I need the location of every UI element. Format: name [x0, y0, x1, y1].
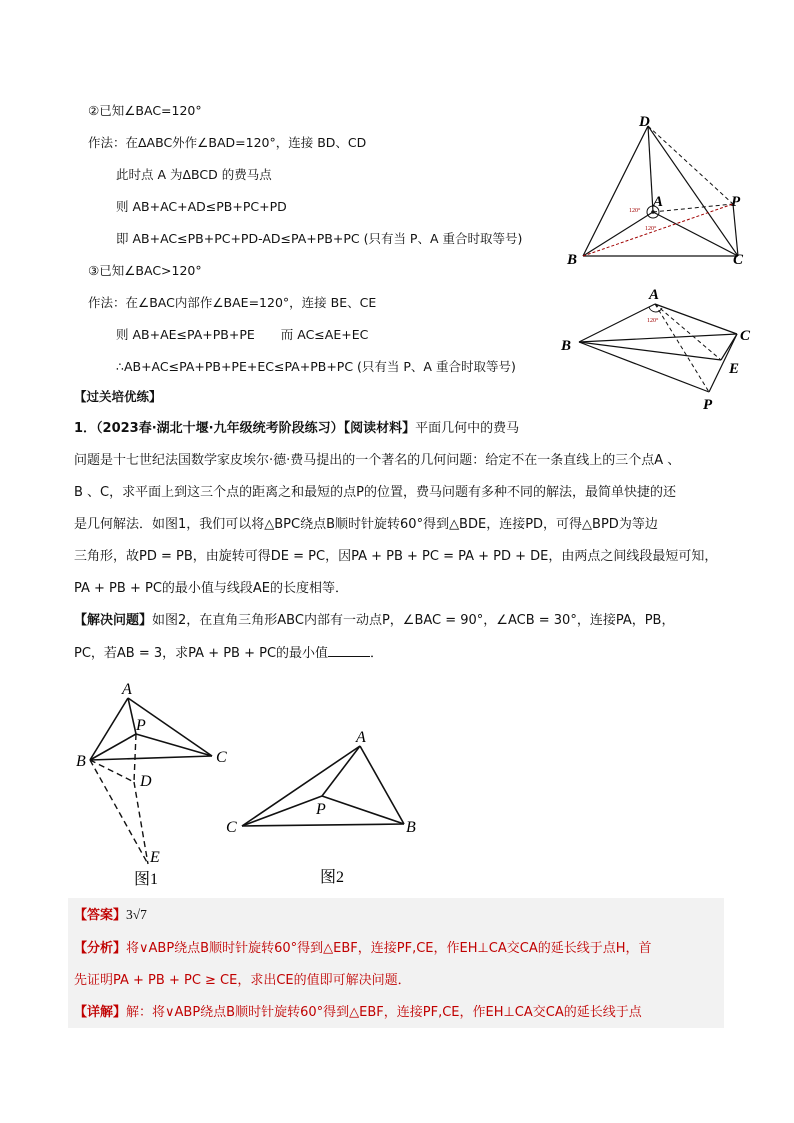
solve-tag: 【解决问题】	[74, 613, 153, 628]
figure-obtuse-case	[555, 282, 755, 412]
problem-line7-text: 如图2，在直角三角形ABC内部有一动点P，∠BAC = 90°，∠ACB = 30°，连接PA，PB，	[152, 613, 675, 628]
edge-PC	[242, 796, 322, 826]
answer-line	[74, 906, 147, 925]
edge-PC	[733, 204, 738, 256]
label-E: E	[150, 849, 160, 866]
case2-step2: 此时点 A 为ΔBCD 的费马点	[116, 167, 272, 182]
point-A	[651, 210, 655, 214]
problem-line-7	[74, 612, 674, 630]
case3-title: ③已知∠BAC>120°	[88, 263, 202, 278]
label-B: B	[76, 753, 86, 770]
case3-step3: ∴AB+AC≤PA+PB+PE+EC≤PA+PB+PC (只有当 P、A 重合时取等号)	[116, 359, 516, 374]
edge-BP	[90, 734, 136, 760]
edge-DC	[648, 126, 738, 256]
problem-line8-end: ．	[370, 646, 384, 661]
edge-PB	[322, 796, 404, 824]
problem-line-3: B 、C，求平面上到这三个点的距离之和最短的点P的位置，费马问题有多种不同的解法，最简单快捷的还	[74, 485, 676, 500]
angle-label: 120°	[647, 318, 659, 324]
case3-step1: 作法：在∠BAC内部作∠BAE=120°，连接 BE、CE	[88, 295, 377, 310]
label-B: B	[406, 819, 416, 836]
detail-text-1: 解：将∨ABP绕点B顺时针旋转60°得到△EBF，连接PF,CE，作EH⊥CA交CA的延长线于点	[126, 1005, 642, 1020]
problem-line1-end: 平面几何中的费马	[415, 421, 520, 436]
label-P: P	[703, 397, 713, 412]
label-A: A	[653, 194, 664, 210]
angle-label-2: 120°	[645, 226, 657, 232]
case2-step3: 则 AB+AC+AD≤PB+PC+PD	[116, 199, 287, 214]
problem-line-8	[74, 644, 383, 663]
label-A: A	[356, 730, 366, 746]
problem-line-2: 问题是十七世纪法国数学家皮埃尔·德·费马提出的一个著名的几何问题：给定不在一条直线上的三个点A 、	[74, 453, 681, 468]
edge-AC	[242, 746, 360, 826]
problem-line8-text: PC，若AB = 3，求PA + PB + PC的最小值	[74, 646, 329, 661]
problem-line-4: 是几何解法．如图1，我们可以将△BPC绕点B顺时针旋转60°得到△BDE，连接PD，可得△BPD为等边	[74, 517, 658, 532]
edge-AC	[655, 304, 737, 334]
analysis-line-1	[74, 940, 652, 958]
edge-DB	[583, 126, 648, 256]
label-A: A	[122, 681, 132, 698]
case2-step4: 即 AB+AC≤PB+PC+PD-AD≤PA+PB+PC (只有当 P、A 重合时取等号)	[116, 231, 523, 246]
case3-step2b: 而 AC≤AE+EC	[280, 327, 369, 342]
edge-BC	[90, 756, 212, 760]
label-B: B	[567, 252, 578, 268]
problem-number: 1．	[74, 421, 97, 436]
problem-line-1	[74, 420, 519, 438]
answer-value: 3√7	[126, 907, 147, 922]
analysis-line-2: 先证明PA + PB + PC ≥ CE，求出CE的值即可解决问题．	[74, 973, 411, 988]
edge-DP	[648, 126, 733, 204]
label-P: P	[136, 717, 146, 734]
edge-AE	[655, 304, 721, 360]
detail-tag: 【详解】	[74, 1005, 127, 1020]
label-P: P	[316, 801, 326, 818]
edge-PD	[134, 734, 136, 782]
answer-tag: 【答案】	[74, 908, 127, 923]
angle-arc	[649, 307, 662, 312]
angle-label-1: 120°	[629, 208, 641, 214]
case3-step2a: 则 AB+AE≤PA+PB+PE	[116, 327, 255, 342]
problem-line-5: 三角形，故PD = PB，由旋转可得DE = PC，因PA + PB + PC = PA + PD + DE，由两点之间线段最短可知，	[74, 549, 718, 564]
caption-fig1: 图1	[134, 871, 159, 888]
edge-CB	[242, 824, 404, 826]
figure-1	[70, 678, 240, 890]
detail-line-1	[74, 1004, 642, 1022]
edge-AB	[579, 304, 655, 342]
edge-CP	[136, 734, 212, 756]
label-P: P	[731, 194, 741, 210]
label-C: C	[740, 328, 751, 344]
edge-BC	[579, 334, 737, 342]
section-heading: 【过关培优练】	[74, 389, 162, 404]
label-B: B	[561, 338, 572, 354]
edge-AP	[655, 304, 709, 392]
problem-tag: 【阅读材料】	[343, 421, 416, 436]
answer-blank[interactable]	[328, 644, 370, 657]
label-A: A	[649, 287, 660, 303]
label-E: E	[729, 361, 740, 377]
edge-BE	[579, 342, 721, 360]
figure-2	[222, 730, 422, 890]
problem-line-6: PA + PB + PC的最小值与线段AE的长度相等．	[74, 581, 348, 596]
analysis-text-1: 将∨ABP绕点B顺时针旋转60°得到△EBF，连接PF,CE，作EH⊥CA交CA的延长线于点H，首	[126, 941, 652, 956]
label-C: C	[733, 252, 744, 268]
edge-BP	[579, 342, 709, 392]
edge-AB	[90, 698, 128, 760]
problem-source: （2023春·湖北十堰·九年级统考阶段练习）	[96, 421, 344, 436]
label-D: D	[140, 773, 152, 790]
case2-title: ②已知∠BAC=120°	[88, 103, 202, 118]
edge-AB	[360, 746, 404, 824]
caption-fig2: 图2	[320, 869, 345, 886]
label-D: D	[639, 114, 650, 130]
edge-AC	[653, 212, 738, 256]
case2-step1: 作法：在ΔABC外作∠BAD=120°，连接 BD、CD	[88, 135, 367, 150]
label-C: C	[216, 749, 227, 766]
case3-step2	[116, 326, 368, 344]
figure-fermat-120	[555, 108, 755, 268]
analysis-tag: 【分析】	[74, 941, 127, 956]
label-C: C	[226, 819, 237, 836]
edge-PA	[322, 746, 360, 796]
